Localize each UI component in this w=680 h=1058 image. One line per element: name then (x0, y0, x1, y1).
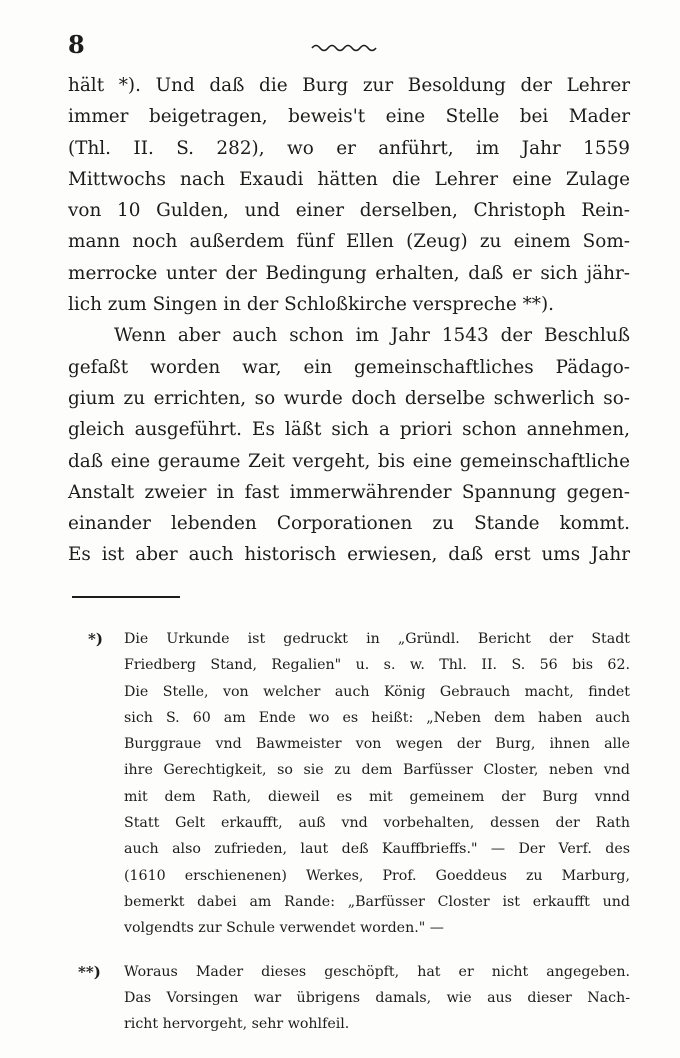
footnotes-block (78, 626, 630, 1037)
text-line: einander lebenden Corporationen zu Stande kommt. (68, 513, 630, 535)
text-line: immer beigetragen, beweis't eine Stelle bei Mader (68, 106, 630, 128)
page-number: 8 (68, 30, 85, 59)
footnote-line: ihre Gerechtigkeit, so sie zu dem Barfüsser Closter, neben vnd (124, 762, 630, 779)
paragraph-start-line: Wenn aber auch schon im Jahr 1543 der Beschluß (114, 325, 630, 347)
footnote-line: sich S. 60 am Ende wo es heißt: „Neben dem haben auch (124, 709, 630, 726)
text-line: Anstalt zweier in fast immerwährender Spannung gegen- (68, 481, 630, 503)
footnote-line: richt hervorgeht, sehr wohlfeil. (124, 1016, 350, 1033)
footnote-line: volgendts zur Schule verwendet worden." — (124, 920, 444, 937)
text-line: von 10 Gulden, und einer derselben, Christoph Rein- (68, 200, 630, 222)
text-line: lich zum Singen in der Schloßkirche verspreche **). (68, 294, 555, 316)
footnote-line: Friedberg Stand, Regalien" u. s. w. Thl. II. S. 56 bis 62. (124, 657, 630, 674)
footnote-line: Burggraue vnd Bawmeister von wegen der Burg, ihnen alle (124, 736, 630, 753)
footnote-line: Das Vorsingen war übrigens damals, wie aus dieser Nach- (124, 989, 630, 1006)
text-line: gefaßt worden war, ein gemeinschaftliches Pädago- (68, 356, 630, 378)
footnote-line: mit dem Rath, dieweil es mit gemeinem der Burg vnnd (124, 788, 630, 805)
text-line: gium zu errichten, so wurde doch derselbe schwerlich so- (68, 387, 630, 409)
footnote-divider (72, 596, 180, 598)
text-line: mann noch außerdem fünf Ellen (Zeug) zu einem Som- (68, 231, 630, 253)
text-line: (Thl. II. S. 282), wo er anführt, im Jahr 1559 (68, 137, 630, 159)
text-line: gleich ausgeführt. Es läßt sich a priori schon annehmen, (68, 419, 630, 441)
decorative-ornament (310, 42, 380, 52)
footnote-marker: **) (78, 962, 101, 981)
footnote-line: Die Stelle, von welcher auch König Gebrauch macht, findet (124, 683, 630, 700)
footnote-line: Statt Gelt erkaufft, auß vnd vorbehalten, dessen der Rath (124, 815, 630, 832)
text-line: Es ist aber auch historisch erwiesen, daß erst ums Jahr (68, 544, 630, 566)
text-line: hält *). Und daß die Burg zur Besoldung der Lehrer (68, 75, 630, 96)
footnote-line: auch also zufrieden, laut deß Kauffbrieffs." — Der Verf. des (124, 841, 630, 858)
main-text-block (68, 70, 630, 571)
footnote-2 (78, 959, 630, 1038)
footnote-line: Die Urkunde ist gedruckt in „Gründl. Bericht der Stadt (124, 631, 630, 647)
text-line: merrocke unter der Bedingung erhalten, daß er sich jähr- (68, 262, 630, 284)
text-line: daß eine geraume Zeit vergeht, bis eine gemeinschaftliche (68, 450, 630, 472)
footnote-1 (84, 626, 630, 942)
text-line: Mittwochs nach Exaudi hätten die Lehrer eine Zulage (68, 168, 630, 190)
footnote-line: bemerkt dabei am Rande: „Barfüsser Closter ist erkaufft und (124, 893, 630, 910)
footnote-line: (1610 erschienenen) Werkes, Prof. Goeddeus zu Marburg, (124, 867, 630, 884)
footnote-line: Woraus Mader dieses geschöpft, hat er nicht angegeben. (124, 963, 630, 980)
footnote-marker: *) (88, 630, 103, 648)
